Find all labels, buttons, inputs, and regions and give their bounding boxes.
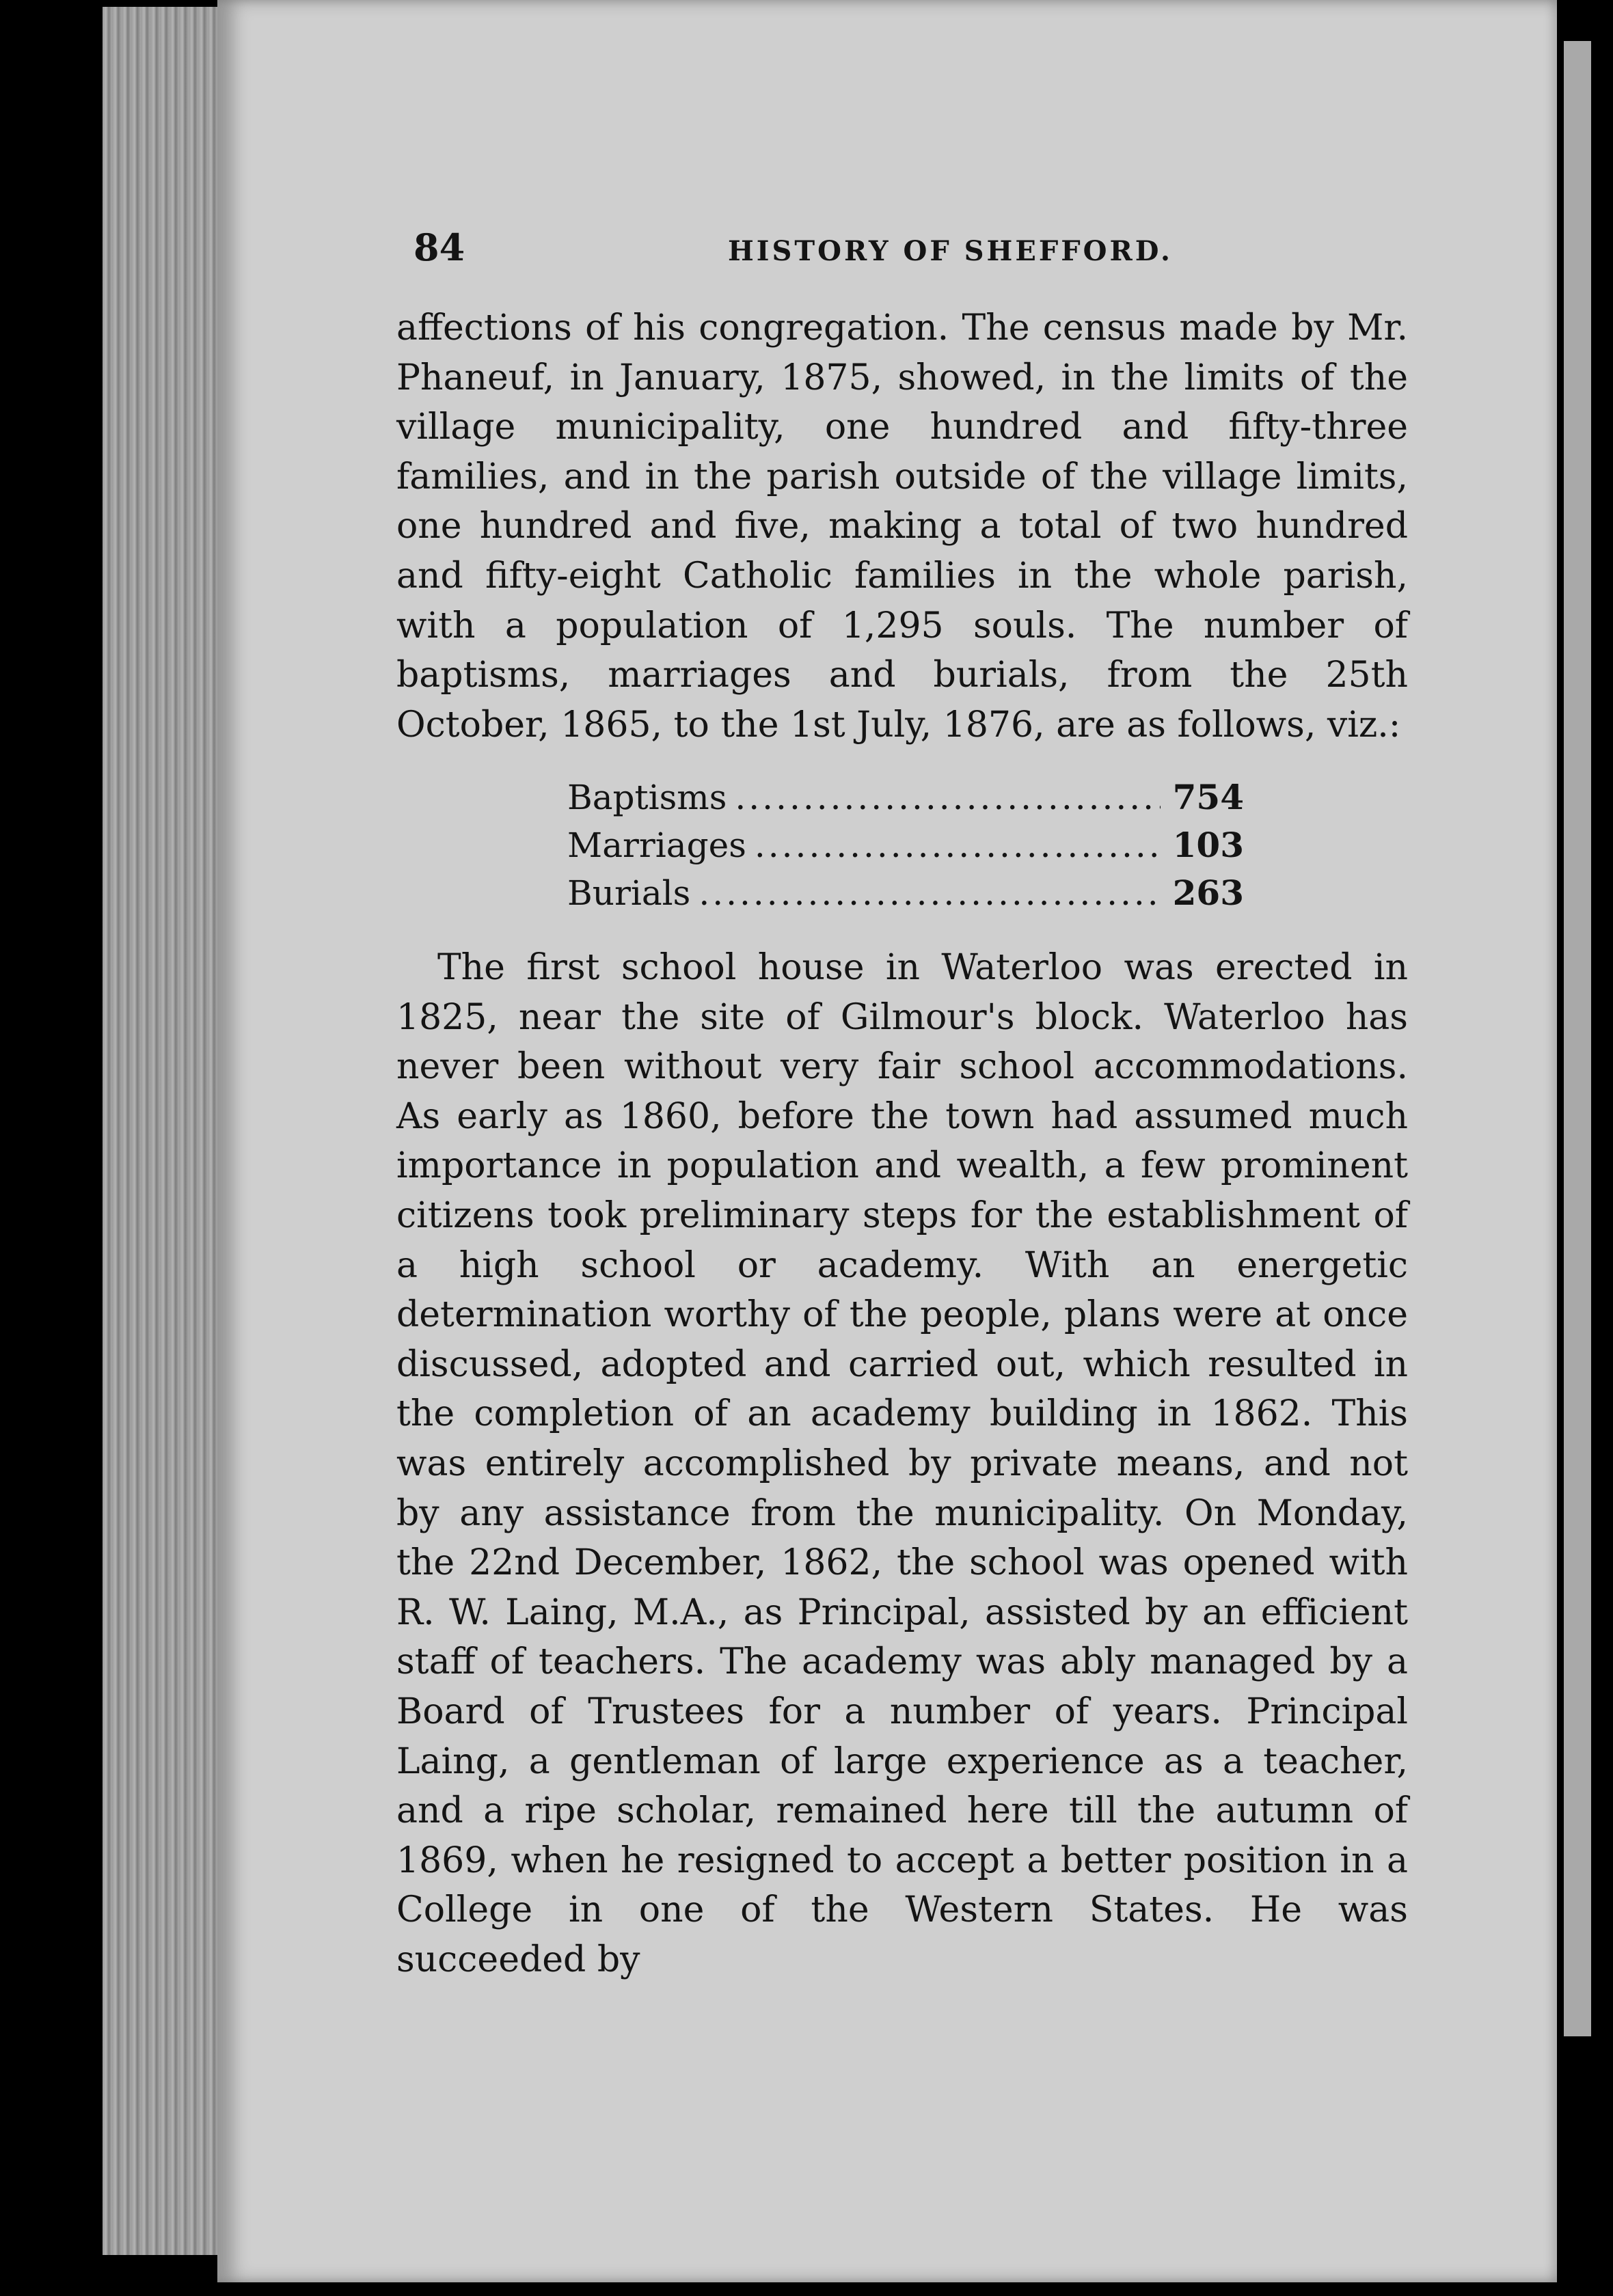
dot-leader <box>699 869 1161 917</box>
running-title: HISTORY OF SHEFFORD. <box>728 235 1173 267</box>
paragraph-census: affections of his congregation. The census made by Mr. Phaneuf, in January, 1875, showed, in the limits of the village municipality, one hundred and fifty-three families, and in the parish outside of the village limits, one hundred and five, making a total of two hundred and fifty-eight Catholic families in the whole parish, with a population of 1,295 souls. The number of baptisms, marriages and burials, from the 25th October, 1865, to the 1st July, 1876, are as follows, viz.: <box>396 308 1408 746</box>
stat-value: 103 <box>1172 825 1244 865</box>
statistics-table <box>567 774 1244 917</box>
stat-label: Marriages <box>567 825 746 865</box>
page-number: 84 <box>414 226 465 269</box>
dot-leader <box>735 774 1161 821</box>
stat-row-marriages <box>567 821 1244 869</box>
paragraph-school-history: The first school house in Waterloo was erected in 1825, near the site of Gilmour's block. Waterloo has never been without very fair school accommodations. As early as 1860, before the town had assumed much importance in population and wealth, a few prominent citizens took preliminary steps for the establishment of a high school or academy. With an energetic determination worthy of the people, plans were at once discussed, adopted and carried out, which resulted in the completion of an academy building in 1862. This was entirely accomplished by private means, and not by any assistance from the municipality. On Monday, the 22nd December, 1862, the school was opened with R. W. Laing, M.A., as Principal, assisted by an efficient staff of teachers. The academy was ably managed by a Board of Trustees for a number of years. Principal Laing, a gentleman of large experience as a teacher, and a ripe scholar, remained here till the autumn of 1869, when he resigned to accept a better position in a College in one of the Western States. He was succeeded by <box>396 947 1408 1980</box>
stat-value: 263 <box>1172 873 1244 913</box>
stat-row-burials <box>567 869 1244 917</box>
stat-label: Baptisms <box>567 778 727 817</box>
dot-leader <box>755 821 1161 869</box>
facing-page-edge <box>1564 41 1591 2036</box>
page-header <box>414 226 1411 280</box>
stat-label: Burials <box>567 873 691 913</box>
stat-row-baptisms <box>567 774 1244 821</box>
stat-value: 754 <box>1172 777 1244 817</box>
